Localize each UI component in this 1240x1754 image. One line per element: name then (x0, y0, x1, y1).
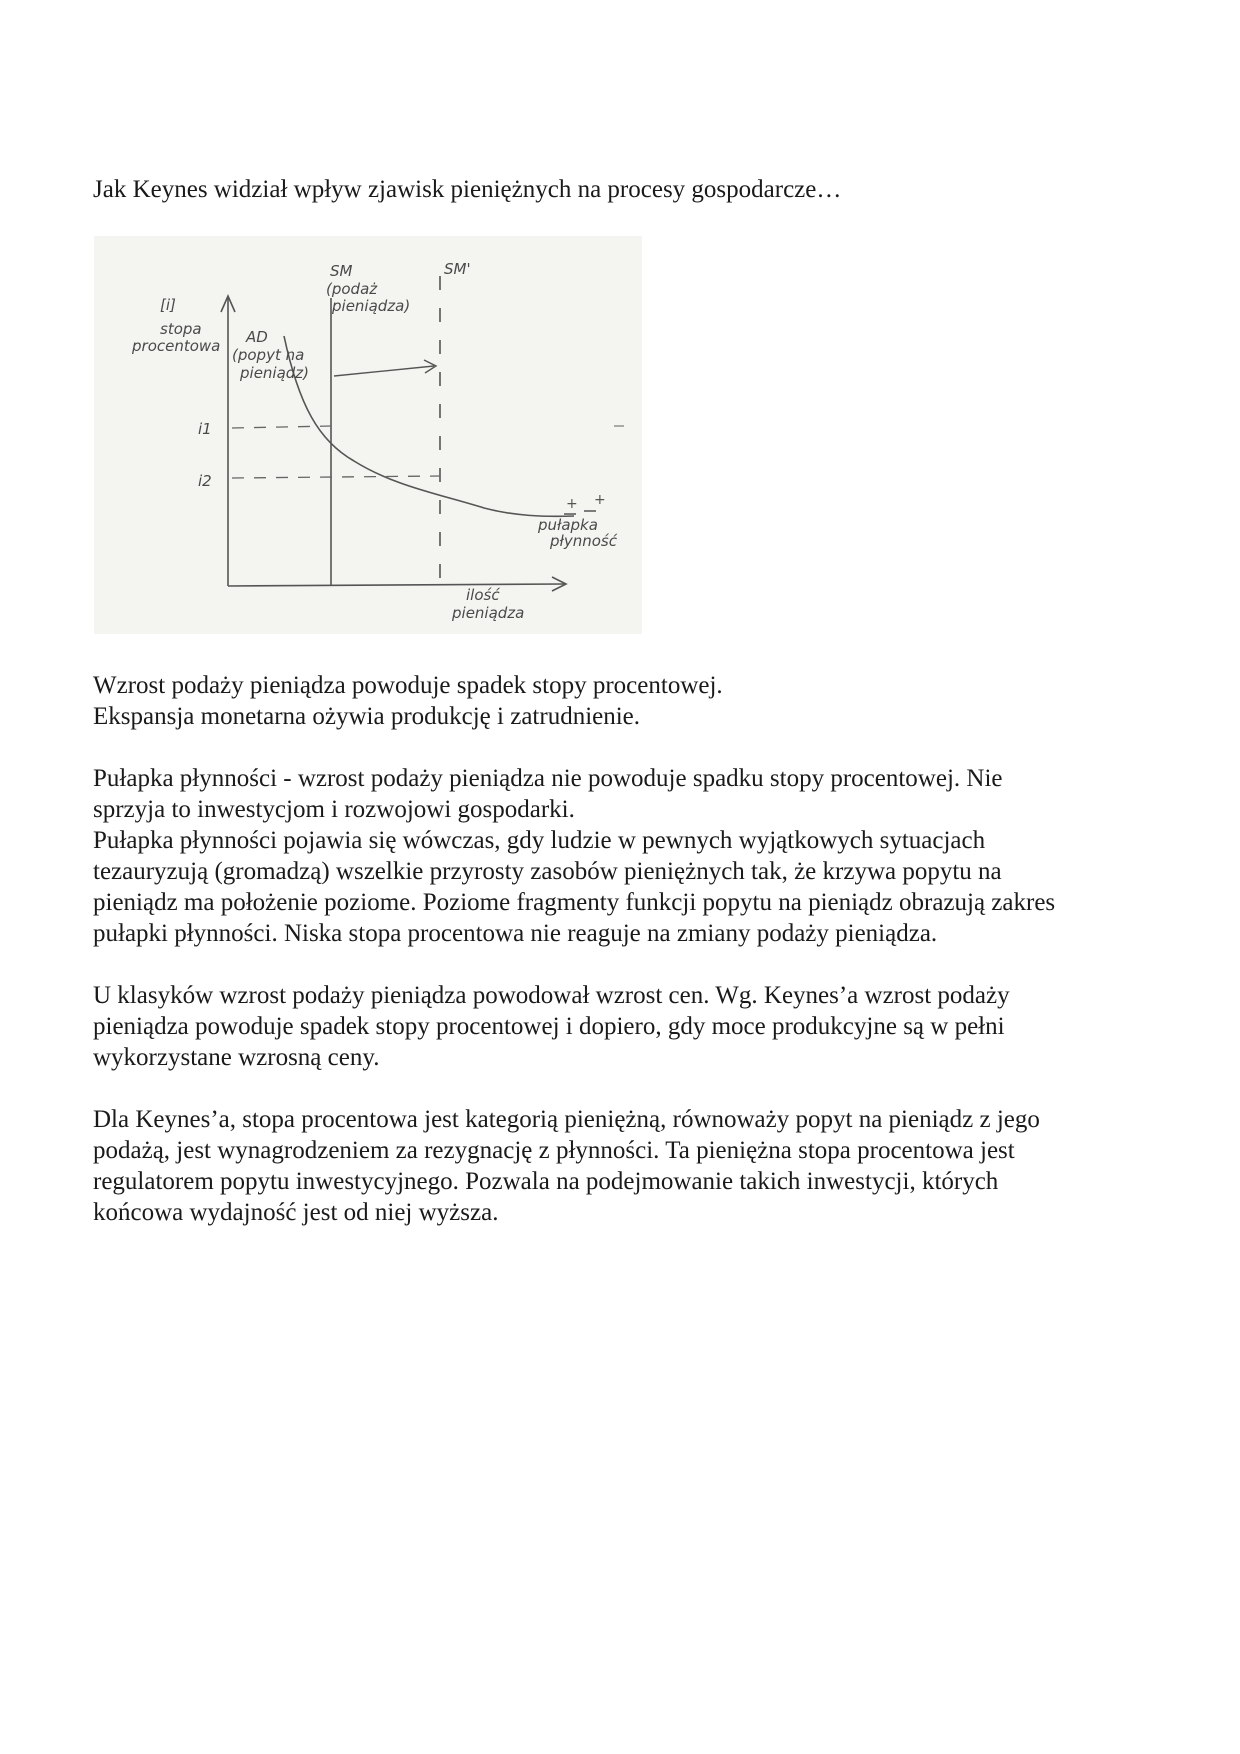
sm-label: SM (330, 262, 353, 280)
text-line: U klasyków wzrost podaży pieniądza powodował wzrost cen. Wg. Keynes’a wzrost podaży (93, 982, 1010, 1009)
text-line: końcowa wydajność jest od niej wyższa. (93, 1199, 499, 1226)
i2-dashed-line (232, 476, 440, 478)
plus-mark-2: + (594, 492, 606, 508)
trap-label-line1: pułapka (538, 516, 598, 534)
text-line: Pułapka płynności pojawia się wówczas, gdy ludzie w pewnych wyjątkowych sytuacjach (93, 827, 986, 854)
ad-label: AD (246, 328, 268, 346)
text-line: tezauryzują (gromadzą) wszelkie przyrosty zasobów pieniężnych tak, że krzywa popytu na (93, 858, 1002, 885)
shift-arrow-line (334, 366, 434, 376)
i1-label: i1 (198, 420, 212, 438)
sm-desc-line2: pieniądza) (332, 297, 411, 315)
text-line: regulatorem popytu inwestycyjnego. Pozwala na podejmowanie takich inwestycji, których (93, 1168, 999, 1195)
x-axis-label-line2: pieniądza (452, 604, 525, 622)
paragraph (93, 763, 1153, 949)
text-line: Dla Keynes’a, stopa procentowa jest kategorią pieniężną, równoważy popyt na pieniądz z jego (93, 1106, 1040, 1133)
x-axis-label-line1: ilość (466, 586, 500, 604)
y-axis-label-line2: procentowa (132, 337, 221, 355)
hand-drawn-liquidity-trap-sketch (94, 236, 642, 634)
ad-desc-line1: (popyt na (232, 346, 305, 364)
text-line: pieniądz ma położenie poziome. Poziome fragmenty funkcji popytu na pieniądz obrazują zakres (93, 889, 1056, 916)
text-line: Pułapka płynności - wzrost podaży pieniądza nie powoduje spadku stopy procentowej. Nie (93, 765, 1003, 792)
plus-mark-1: + (566, 496, 578, 512)
document-body (93, 670, 1153, 1259)
text-line: podażą, jest wynagrodzeniem za rezygnację z płynności. Ta pieniężna stopa procentowa jest (93, 1137, 1015, 1164)
paragraph (93, 1104, 1153, 1228)
axis-bracket-label: [i] (160, 296, 176, 314)
page-heading: Jak Keynes widział wpływ zjawisk pieniężnych na procesy gospodarcze… (93, 176, 842, 203)
i2-label: i2 (198, 472, 212, 490)
text-line: sprzyja to inwestycjom i rozwojowi gospodarki. (93, 796, 575, 823)
text-line: pułapki płynności. Niska stopa procentowa nie reaguje na zmiany podaży pieniądza. (93, 920, 938, 947)
text-line: wykorzystane wzrosną ceny. (93, 1044, 380, 1071)
sm-desc-line1: (podaż (326, 280, 378, 298)
sm-prime-label: SM' (444, 260, 471, 278)
paragraph (93, 670, 1153, 732)
y-axis-label-line1: stopa (160, 320, 202, 338)
text-line: Ekspansja monetarna ożywia produkcję i zatrudnienie. (93, 703, 641, 730)
ad-desc-line2: pieniądz) (240, 364, 310, 382)
paragraph (93, 980, 1153, 1073)
text-line: Wzrost podaży pieniądza powoduje spadek stopy procentowej. (93, 672, 723, 699)
x-axis-line (228, 584, 564, 586)
text-line: pieniądza powoduje spadek stopy procentowej i dopiero, gdy moce produkcyjne są w pełni (93, 1013, 1005, 1040)
trap-label-line2: płynność (550, 532, 617, 550)
sketch-drawing (94, 236, 642, 634)
